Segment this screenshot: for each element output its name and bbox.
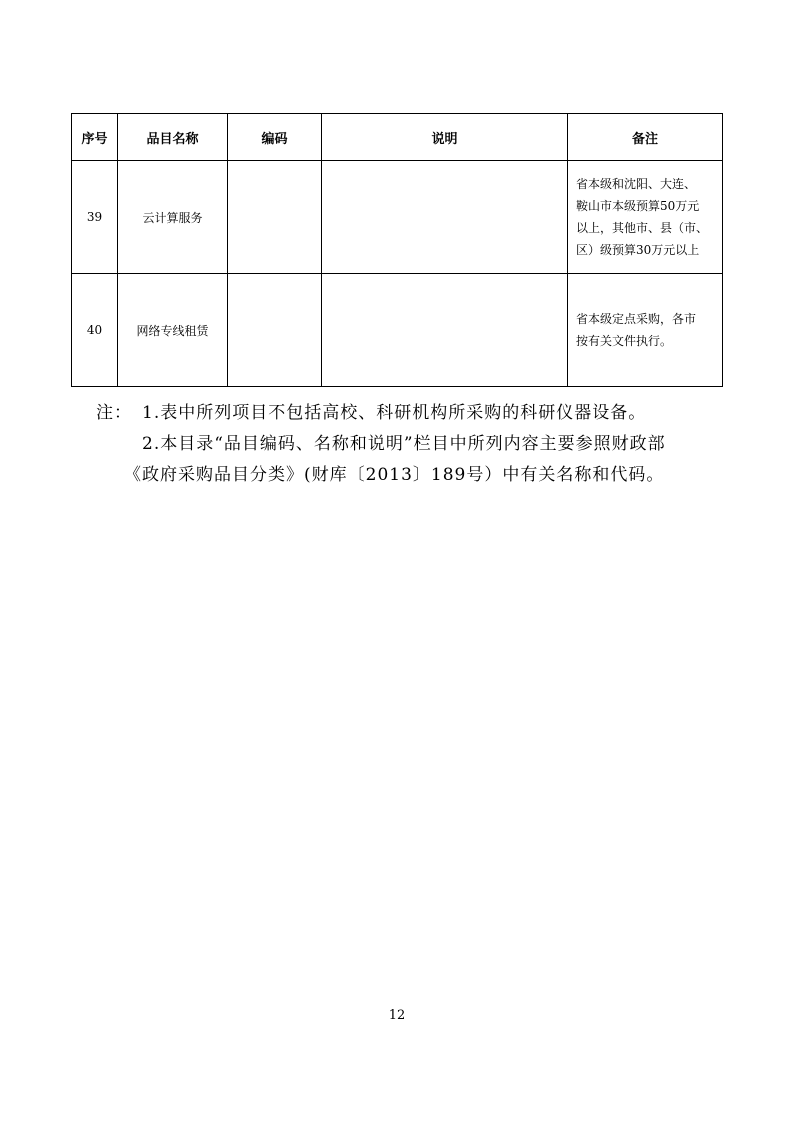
procurement-catalog-table [71,113,723,387]
row-description [322,161,568,274]
table-row [72,161,723,274]
remark-line: 鞍山市本级预算50万元 [576,199,700,213]
row-index: 39 [72,161,118,274]
row-code [228,274,322,387]
note-text-1: 1.表中所列项目不包括高校、科研机构所采购的科研仪器设备。 [142,403,647,423]
table-row [72,274,723,387]
page-number: 12 [388,1008,406,1023]
row-remark [568,161,723,274]
row-code [228,161,322,274]
row-description [322,274,568,387]
note-line-2 [96,429,736,460]
row-item-name: 网络专线租赁 [118,274,228,387]
header-item-name: 品目名称 [118,114,228,161]
note-line-1 [96,398,736,429]
remark-line: 以上，其他市、县（市、 [576,221,709,235]
notes-prefix: 注： [96,403,132,423]
row-index: 40 [72,274,118,387]
header-description: 说明 [322,114,568,161]
row-item-name: 云计算服务 [118,161,228,274]
remark-line: 省本级和沈阳、大连、 [576,177,697,191]
row-remark [568,274,723,387]
note-text-3: 《政府采购品目分类》(财库〔2013〕189号）中有关名称和代码。 [124,465,665,485]
remark-line: 区）级预算30万元以上 [576,243,700,257]
note-line-3 [96,460,736,491]
table-header-row [72,114,723,161]
remark-line: 按有关文件执行。 [576,334,673,348]
header-remark: 备注 [568,114,723,161]
remark-line: 省本级定点采购，各市 [576,312,697,326]
header-code: 编码 [228,114,322,161]
note-text-2: 2.本目录“品目编码、名称和说明”栏目中所列内容主要参照财政部 [142,434,666,454]
header-index: 序号 [72,114,118,161]
notes-section [96,398,736,491]
